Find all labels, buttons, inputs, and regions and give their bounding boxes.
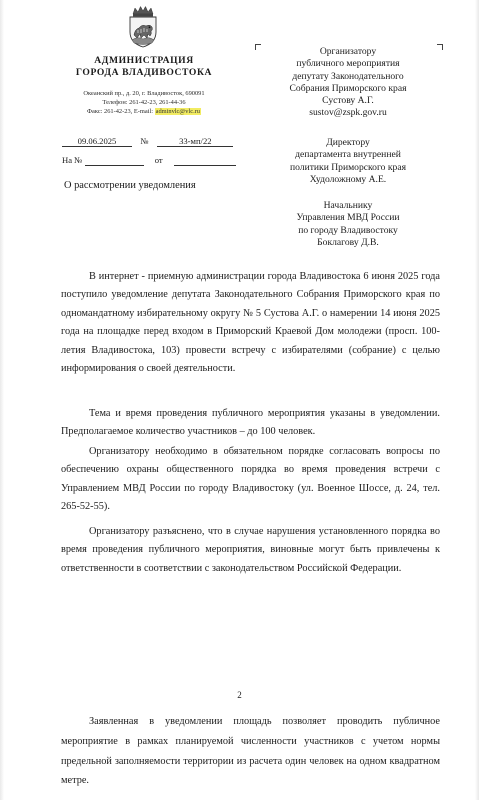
body-paragraph: Тема и время проведения публичного мероприятия указаны в уведомлении. Предполагаемое количество участников – до 100 человек. [61,408,440,438]
body-paragraph: Организатору необходимо в обязательном порядке согласовать вопросы по обеспечению охраны общественного порядка во время проведения встречи с Управлением МВД России по городу Владивостоку (ул. Военное Шоссе, д. 24, тел. 265-52-55). [61,446,440,513]
registration-number: 33-мп/22 [157,137,233,147]
number-sign: № [140,136,149,146]
corner-mark [255,44,261,50]
reference-line [62,155,236,166]
addressee-line: Собрания Приморского края [289,82,407,94]
registration-date: 09.06.2025 [62,137,132,147]
addressee-line: Худоложному А.Е. [309,173,387,185]
addressee-line: Управления МВД России [296,212,400,224]
reference-prefix: На № [62,155,83,165]
addressee-line: Директору [326,137,370,148]
fax-label: Факс: 261-42-23, E-mail: [86,108,155,115]
page-edge [475,0,479,800]
addressee-line: депутату Законодательного [292,70,404,82]
page-edge [0,0,4,800]
body-paragraph: Организатору разъяснено, что в случае нарушения установленного порядка во время проведения публичного мероприятия, виновные могут быть привлечены к ответственности в соответствии с законодательством Российской Федерации. [61,526,440,574]
organization-name-line-2: ГОРОДА ВЛАДИВОСТОКА [75,67,213,78]
addressee-organizer [262,46,434,120]
addressee-line: по городу Владивостоку [298,224,398,236]
addressee-line: департамента внутренней [295,149,401,161]
addressee-police-chief [262,200,434,249]
email-link[interactable]: adminvlc@vlc.ru [155,108,201,115]
organization-address: Океанский пр., д. 20, г. Владивосток, 690091 [83,90,205,97]
addressee-line: Организатору [319,46,377,57]
addressee-line: Начальнику [323,200,373,211]
page-number: 2 [237,690,242,700]
addressee-line: политики Приморского края [289,161,407,173]
addressee-line: Сустову А.Г. [322,95,374,107]
organization-fax-email [58,107,230,116]
addressee-email: sustov@zspk.gov.ru [309,107,387,119]
reference-date-blank [174,156,236,166]
organization-contacts [58,89,230,116]
organization-name-line-1: АДМИНИСТРАЦИЯ [94,55,194,66]
addressee-director [262,137,434,186]
organization-name [58,55,230,79]
corner-mark [437,44,443,50]
reference-from: от [154,155,163,165]
reference-number-blank [85,156,144,166]
subject-line: О рассмотрении уведомления [64,180,196,191]
body-paragraph: В интернет - приемную администрации города Владивостока 6 июня 2025 года поступило уведомление депутата Законодательного Собрания Приморского края по одномандатному избирательному округу № 5 Сустова А.Г. о намерении 14 июня 2025 года на площадке перед входом в Приморский Краевой Дом молодежи (просп. 100-летия Владивостока, 103) провести встречу с избирателями (собрание) с целью информирования о своей деятельности. [61,271,440,375]
body-paragraph: Заявленная в уведомлении площадь позволяет проводить публичное мероприятие в рамках планируемой численности участников с учетом нормы предельной заполняемости территории из расчета один человек на одном квадратном метре. [61,716,440,787]
vladivostok-coat-of-arms-icon [125,5,161,49]
addressee-line: Боклагову Д.В. [317,236,379,248]
organization-phone: Телефон: 261-42-23, 261-44-36 [102,99,186,106]
registration-line [62,136,233,147]
addressee-line: публичного мероприятия [296,58,400,70]
